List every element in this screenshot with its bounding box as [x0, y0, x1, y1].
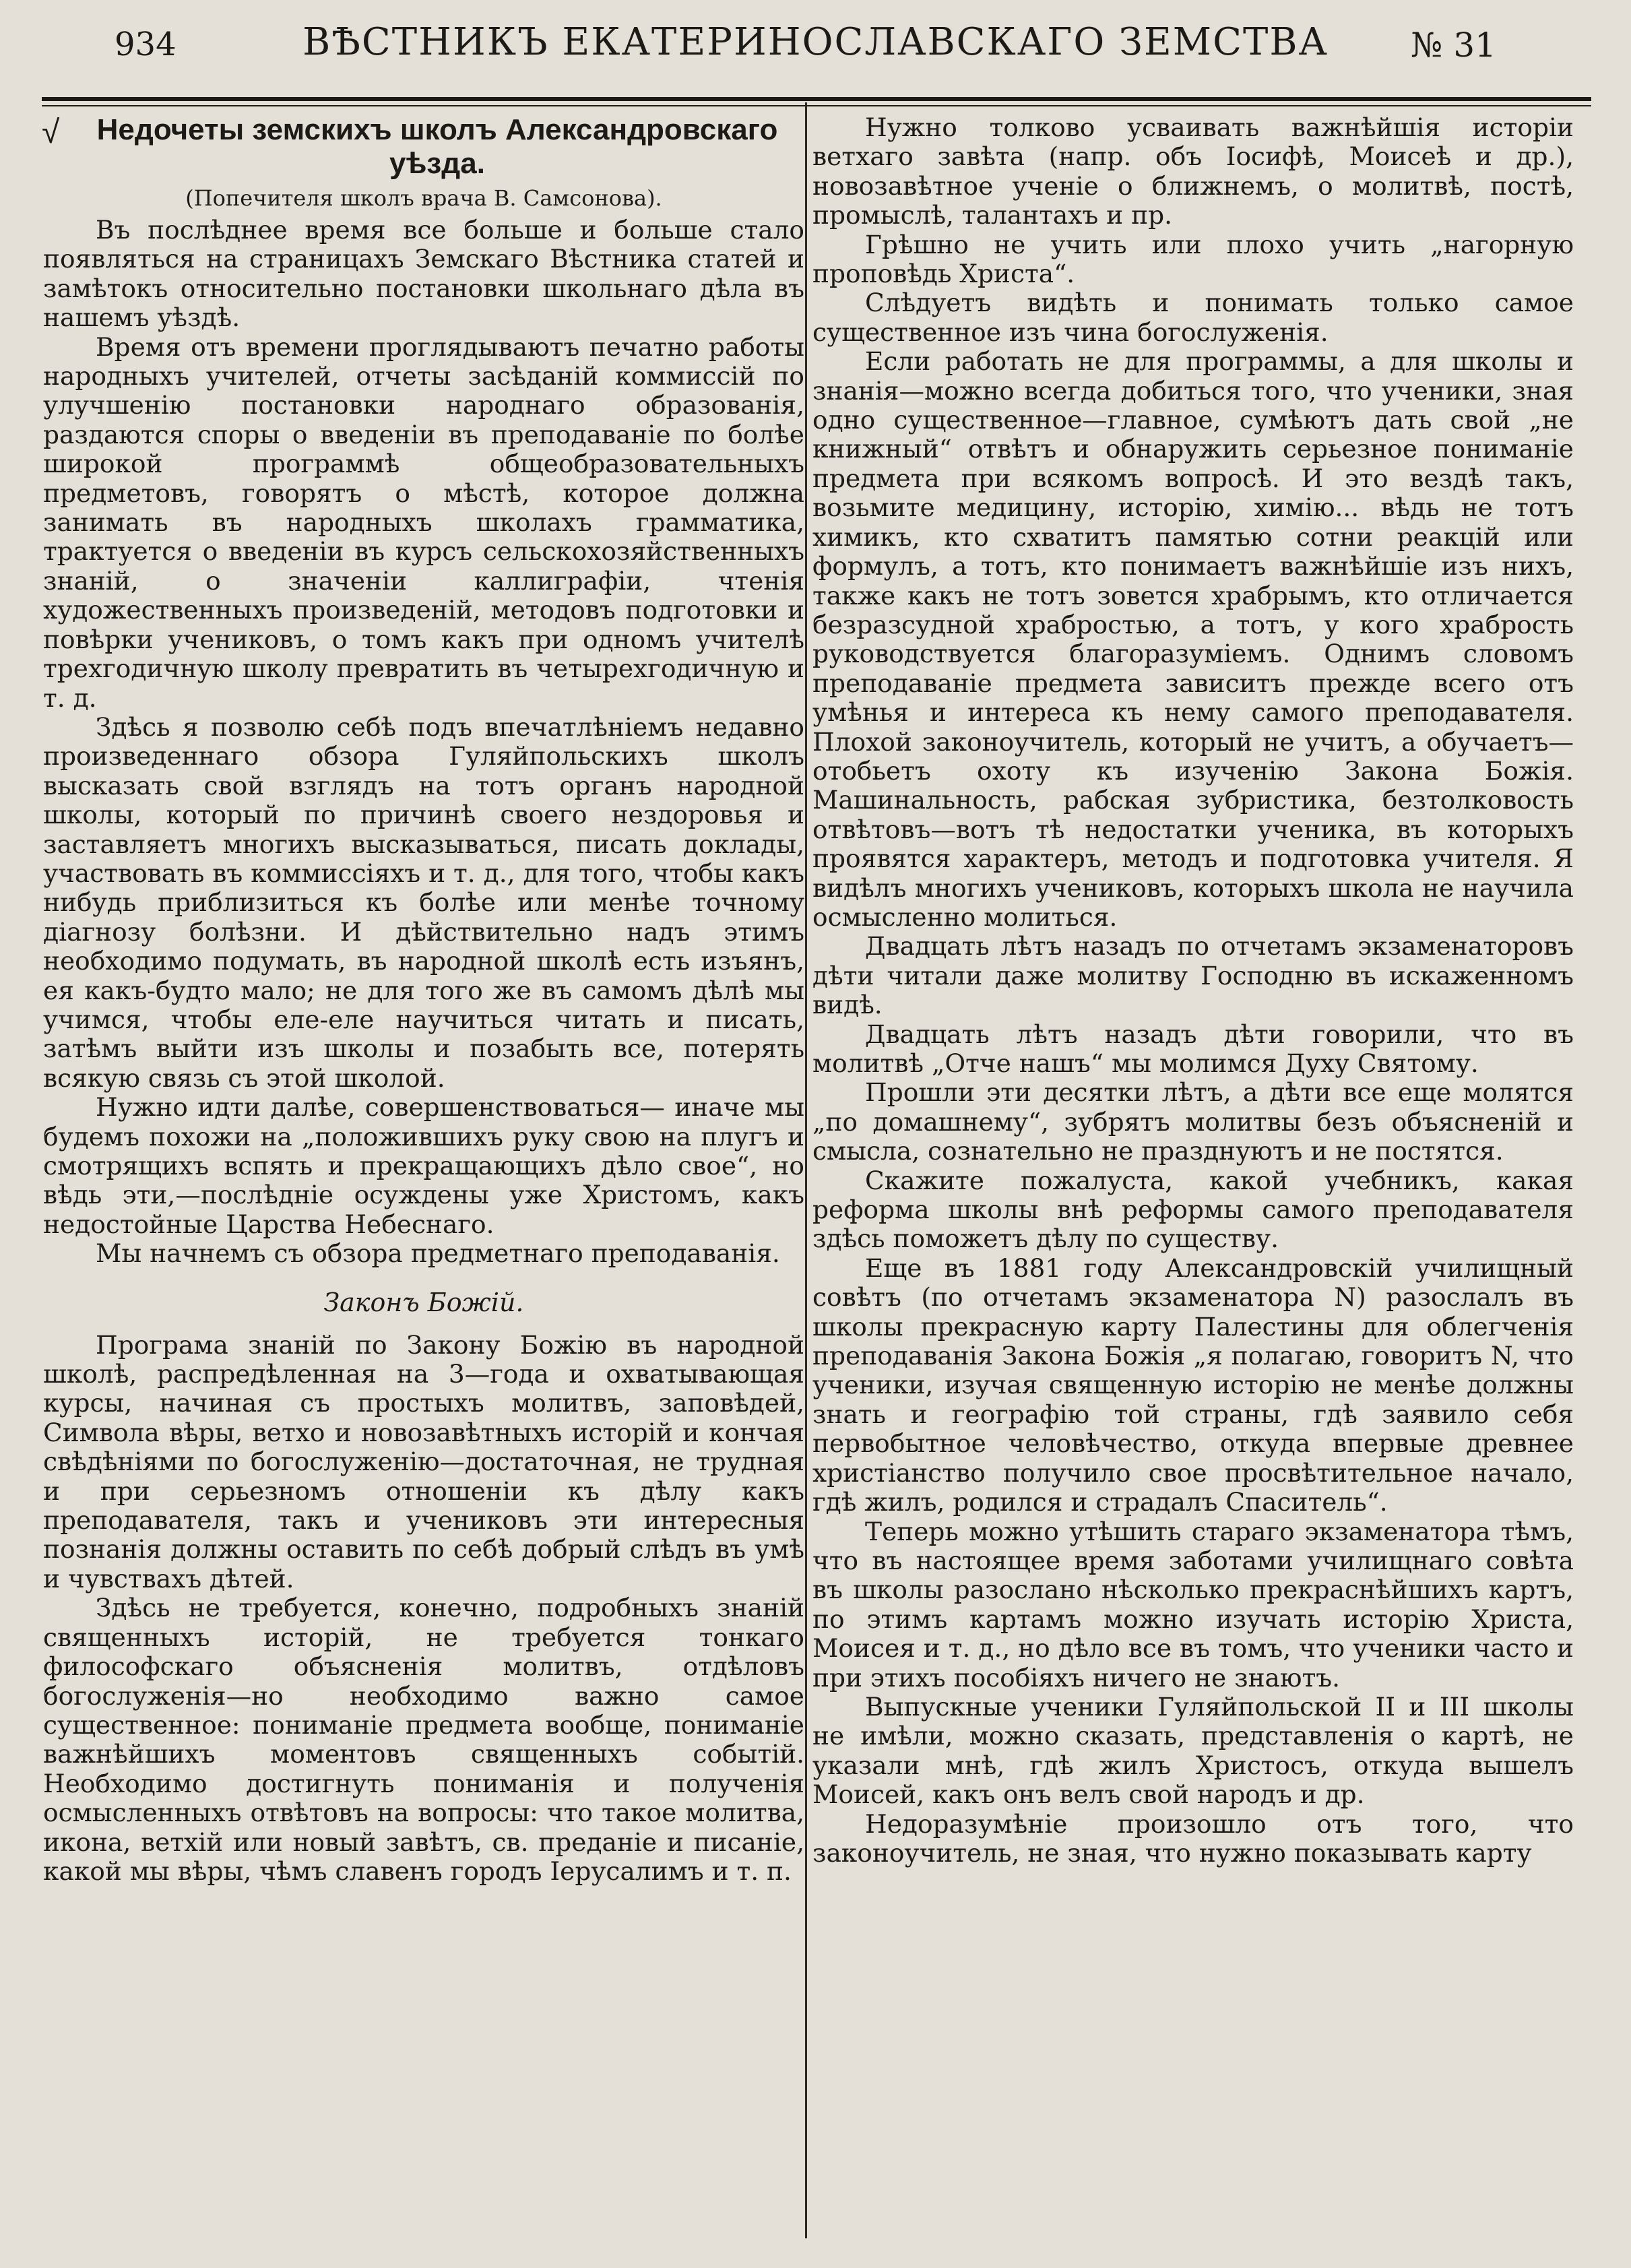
paragraph: Двадцать лѣтъ назадъ дѣти говорили, что въ молитвѣ „Отче нашъ“ мы молимся Духу Святому. — [812, 1019, 1574, 1078]
header-rule-thin — [42, 105, 1591, 106]
article-byline: (Попечителя школъ врача В. Самсонова). — [185, 185, 662, 211]
paragraph: Слѣдуетъ видѣть и понимать только самое существенное изъ чина богослуженія. — [812, 288, 1574, 347]
page-header — [0, 0, 1631, 101]
paragraph: Нужно идти далѣе, совершенствоваться— иначе мы будемъ похожи на „положившихъ руку свою на плугъ и смотрящихъ вспять и прекращающихъ дѣло свое“, но вѣдь эти,—послѣдніе осуждены уже Христомъ, какъ недостойные Царства Небеснаго. — [43, 1092, 804, 1239]
column-divider — [805, 102, 807, 2238]
paragraph: Теперь можно утѣшить стараго экзаменатора тѣмъ, что въ настоящее время заботами училищнаго совѣта въ школы разослано нѣсколько прекраснѣйшихъ картъ, по этимъ картамъ можно изучать исторію Христа, Моисея и т. д., но дѣло все въ томъ, что ученики часто и при этихъ пособіяхъ ничего не знаютъ. — [812, 1516, 1574, 1693]
checkmark-icon: √ — [42, 115, 60, 150]
paragraph: Нужно толково усваивать важнѣйшія исторіи ветхаго завѣта (напр. объ Іосифѣ, Моисеѣ и др.), новозавѣтное ученіе о ближнемъ, о молитвѣ, постѣ, промыслѣ, талантахъ и пр. — [812, 113, 1574, 230]
right-column — [812, 113, 1574, 1868]
paragraph: Прошли эти десятки лѣтъ, а дѣти все еще молятся „по домашнему“, зубрятъ молитвы безъ объясненій и смысла, сознательно не празднуютъ и не постятся. — [812, 1077, 1574, 1166]
paragraph: Выпускные ученики Гуляйпольской II и III школы не имѣли, можно сказать, представленія о картѣ, не указали мнѣ, гдѣ жилъ Христосъ, откуда вышелъ Моисей, какъ онъ велъ свой народъ и др. — [812, 1691, 1574, 1810]
paragraph: Мы начнемъ съ обзора предметнаго преподаванія. — [96, 1238, 780, 1269]
paragraph: Въ послѣднее время все больше и больше стало появляться на страницахъ Земскаго Вѣстника статей и замѣтокъ относительно постановки школьнаго дѣла въ нашемъ уѣздѣ. — [43, 215, 804, 333]
paragraph: Недоразумѣніе произошло отъ того, что законоучитель, не зная, что нужно показывать карту — [812, 1808, 1574, 1868]
paragraph: Еще въ 1881 году Александровскій училищный совѣтъ (по отчетамъ экзаменатора N) разослалъ въ школы прекрасную карту Палестины для облегченія преподаванія Закона Божія „я полагаю, говоритъ N, что ученики, изучая священную исторію не менѣе должны знать и географію той страны, гдѣ заявило себя первобытное человѣчество, откуда впервые древнее христіанство получило свое просвѣтительное начало, гдѣ жилъ, родился и страдалъ Спаситель“. — [812, 1253, 1574, 1517]
journal-title: ВѢСТНИКЪ ЕКАТЕРИНОСЛАВСКАГО ЗЕМСТВА — [302, 20, 1329, 64]
paragraph: Грѣшно не учить или плохо учить „нагорную проповѣдь Христа“. — [812, 229, 1574, 289]
paragraph: Двадцать лѣтъ назадъ по отчетамъ экзаменаторовъ дѣти читали даже молитву Господню въ искаженномъ видѣ. — [812, 931, 1574, 1020]
paragraph: Програма знаній по Закону Божію въ народной школѣ, распредѣленная на 3—года и охватывающая курсы, начиная съ простыхъ молитвъ, заповѣдей, Символа вѣры, ветхо и новозавѣтныхъ исторій и кончая свѣдѣніями по богослуженію—достаточная, не трудная и при серьезномъ отношеніи къ дѣлу какъ преподавателя, такъ и учениковъ эти интересныя познанія должны оставить по себѣ добрый слѣдъ въ умѣ и чувствахъ дѣтей. — [43, 1329, 804, 1594]
left-paragraphs-a — [43, 216, 804, 1269]
paragraph: Если работать не для программы, а для школы и знанія—можно всегда добиться того, что ученики, зная одно существенное—главное, сумѣютъ дать свой „не книжный“ отвѣтъ и обнаружить серьезное пониманіе предмета при всякомъ вопросѣ. И это вездѣ такъ, возьмите медицину, исторію, химію... вѣдь не тотъ химикъ, кто схватитъ памятью сотни реакцій или формулъ, а тотъ, кто понимаетъ важнѣйшіе изъ нихъ, также какъ не тотъ зовется храбрымъ, кто отличается безразсудной храбростью, а тотъ, у кого храбрость руководствуется благоразуміемъ. Однимъ словомъ преподаваніе предмета зависитъ прежде всего отъ умѣнья и интереса къ нему самого преподавателя. Плохой законоучитель, который не учитъ, а обучаетъ—отобьетъ охоту къ изученію Закона Божія. Машинальность, рабская зубристика, безтолковость отвѣтовъ—вотъ тѣ недостатки ученика, въ которыхъ проявятся характеръ, методъ и подготовка учителя. Я видѣлъ многихъ учениковъ, которыхъ школа не научила осмысленно молиться. — [812, 346, 1574, 932]
section-heading: Законъ Божій. — [323, 1287, 524, 1317]
article-title: Недочеты земскихъ школъ Александровскаго уѣзда. — [96, 113, 778, 180]
paragraph: Здѣсь не требуется, конечно, подробныхъ знаній священныхъ исторій, не требуется тонкаго философскаго объясненія молитвъ, отдѣловъ богослуженія—но необходимо важно самое существенное: пониманіе предмета вообще, пониманіе важнѣйшихъ моментовъ священныхъ событій. Необходимо достигнуть пониманія и полученія осмысленныхъ отвѣтовъ на вопросы: что такое молитва, икона, ветхій или новый завѣтъ, св. преданіе и писаніе, какой мы вѣры, чѣмъ славенъ городъ Іерусалимъ и т. п. — [43, 1593, 804, 1886]
article-title-block — [43, 113, 804, 181]
right-paragraphs — [812, 113, 1574, 1868]
issue-number: № 31 — [1411, 26, 1496, 65]
left-column — [43, 113, 804, 1886]
paragraph: Скажите пожалуста, какой учебникъ, какая реформа школы внѣ реформы самого преподавателя здѣсь поможетъ дѣлу по существу. — [812, 1165, 1574, 1254]
paragraph: Время отъ времени проглядываютъ печатно работы народныхъ учителей, отчеты засѣданій коммиссій по улучшенію постановки народнаго образованія, раздаются споры о введеніи въ преподаваніе по болѣе широкой программѣ общеобразовательныхъ предметовъ, говорятъ о мѣстѣ, которое должна занимать въ народныхъ школахъ грамматика, трактуется о введеніи въ курсъ сельскохозяйственныхъ знаній, о значеніи каллиграфіи, чтенія художественныхъ произведеній, методовъ подготовки и повѣрки учениковъ, о томъ какъ при одномъ учителѣ трехгодичную школу превратить въ четырехгодичную и т. д. — [43, 332, 804, 713]
page-number: 934 — [115, 26, 177, 63]
paragraph: Здѣсь я позволю себѣ подъ впечатлѣніемъ недавно произведеннаго обзора Гуляйпольскихъ школъ высказать свой взглядъ на тотъ органъ народной школы, который по причинѣ своего нездоровья и заставляетъ многихъ высказываться, писать доклады, участвовать въ коммиссіяхъ и т. д., для того, чтобы какъ нибудь приблизиться къ болѣе или менѣе точному діагнозу болѣзни. И дѣйствительно надъ этимъ необходимо подумать, въ народной школѣ есть изъянъ, ея какъ-будто мало; не для того же въ самомъ дѣлѣ мы учимся, чтобы еле-еле научиться читать и писать, затѣмъ выйти изъ школы и позабыть все, потерять всякую связь съ этой школой. — [43, 712, 804, 1093]
header-rule — [42, 97, 1591, 101]
left-paragraphs-b — [43, 1331, 804, 1887]
